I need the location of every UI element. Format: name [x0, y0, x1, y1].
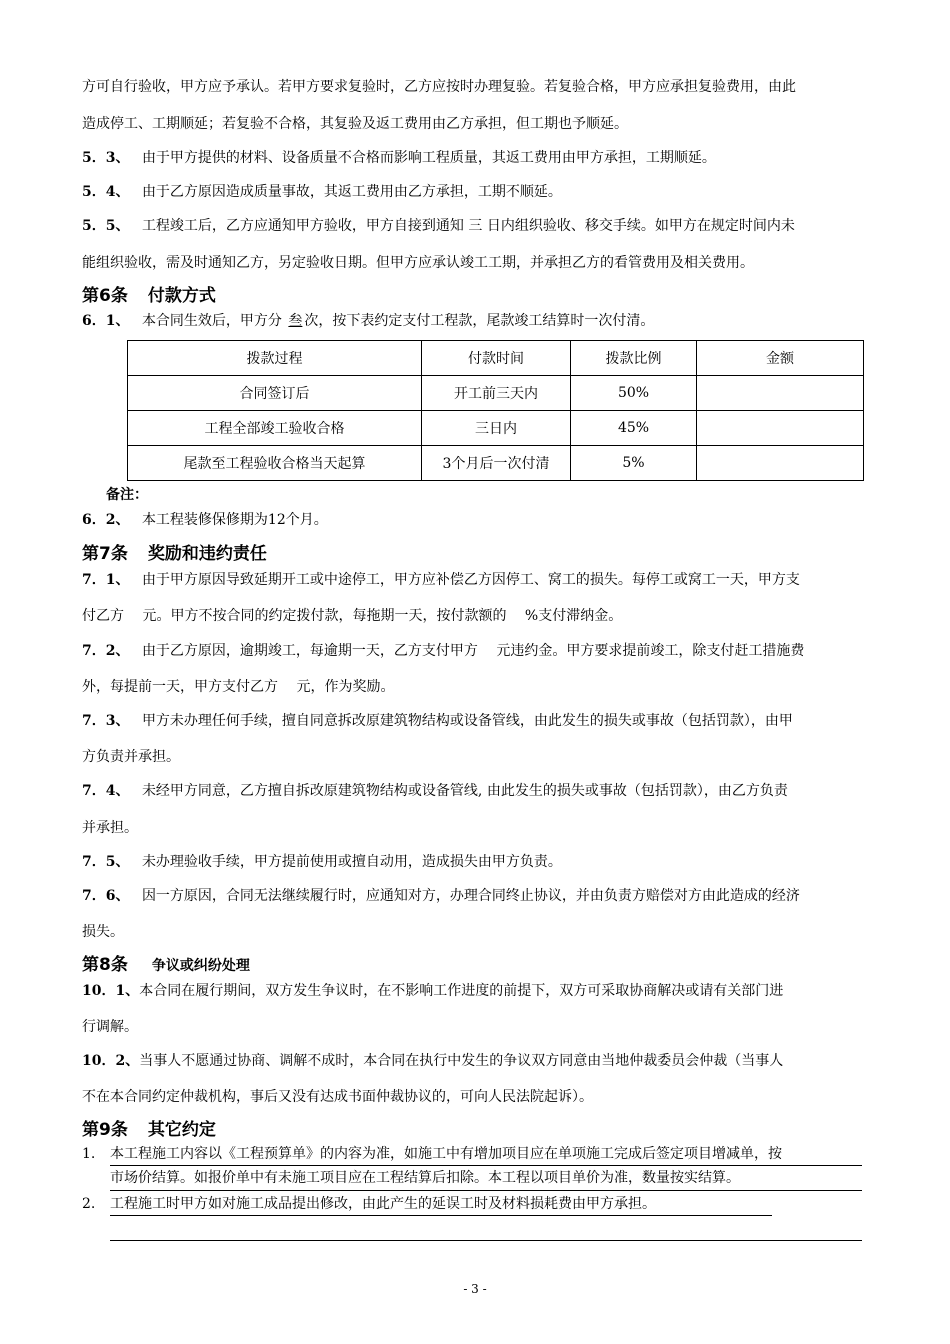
- article-6-heading: [82, 285, 216, 307]
- table-cell: 开工前三天内: [422, 376, 571, 411]
- table-cell: 合同签订后: [128, 376, 422, 411]
- table-cell: 45%: [571, 411, 697, 446]
- clause-7-3: [82, 711, 872, 731]
- paragraph-line: 方负责并承担。: [82, 749, 180, 765]
- clause-7-6: [82, 886, 872, 906]
- list-item: [82, 1194, 656, 1214]
- clause-number: 5．5、: [82, 218, 130, 234]
- underline: [110, 1190, 862, 1191]
- item-text: 工程施工时甲方如对施工成品提出修改，由此产生的延误工时及材料损耗费由甲方承担。: [110, 1196, 656, 1212]
- table-header: 拨款比例: [571, 341, 697, 376]
- paragraph-line: 并承担。: [82, 820, 138, 836]
- table-cell: [697, 411, 864, 446]
- clause-text: 因一方原因，合同无法继续履行时，应通知对方，办理合同终止协议，并由负责方赔偿对方由此造成的经济: [141, 888, 800, 904]
- payment-table: [127, 340, 864, 481]
- clause-number: 7．1、: [82, 572, 130, 588]
- clause-text: 由于甲方提供的材料、设备质量不合格而影响工程质量，其返工费用由甲方承担，工期顺延。: [141, 150, 716, 166]
- clause-number: 10．1、: [82, 983, 140, 999]
- clause-text: 本合同在履行期间，双方发生争议时，在不影响工作进度的前提下，双方可采取协商解决或请有关部门进: [139, 983, 784, 999]
- clause-7-5: [82, 852, 872, 872]
- clause-number: 7．6、: [82, 888, 130, 904]
- item-number: 1.: [82, 1146, 96, 1162]
- paragraph-line: 外，每提前一天，甲方支付乙方 元，作为奖励。: [82, 679, 395, 695]
- clause-text: 本工程装修保修期为12个月。: [141, 512, 328, 528]
- table-header-row: [128, 341, 864, 376]
- item-number: 2.: [82, 1196, 96, 1212]
- table-cell: 50%: [571, 376, 697, 411]
- underline: [110, 1215, 772, 1216]
- clause-6-2: [82, 510, 872, 530]
- clause-10-1: [82, 981, 872, 1001]
- article-number: 第9条: [82, 1120, 128, 1140]
- paragraph-line: 造成停工、工期顺延；若复验不合格，其复验及返工费用由乙方承担，但工期也予顺延。: [82, 116, 628, 132]
- paragraph-line: 行调解。: [82, 1019, 138, 1035]
- list-item: [82, 1144, 782, 1164]
- article-number: 第8条: [82, 955, 128, 975]
- clause-text: 由于甲方原因导致延期开工或中途停工，甲方应补偿乙方因停工、窝工的损失。每停工或窝工一天，甲方支: [141, 572, 800, 588]
- article-7-heading: [82, 543, 267, 565]
- table-cell: 工程全部竣工验收合格: [128, 411, 422, 446]
- clause-6-1: [82, 311, 872, 331]
- table-cell: 三日内: [422, 411, 571, 446]
- paragraph-line: 损失。: [82, 924, 124, 940]
- clause-10-2: [82, 1051, 872, 1071]
- clause-number: 6．1、: [82, 313, 130, 329]
- table-cell: 尾款至工程验收合格当天起算: [128, 446, 422, 481]
- underline: [110, 1240, 862, 1241]
- paragraph-line: 能组织验收，需及时通知乙方，另定验收日期。但甲方应承认竣工工期，并承担乙方的看管费用及相关费用。: [82, 255, 754, 271]
- table-cell: 3个月后一次付清: [422, 446, 571, 481]
- clause-text: 本合同生效后，甲方分: [141, 313, 282, 329]
- clause-number: 7．4、: [82, 783, 130, 799]
- clause-text: 甲方未办理任何手续，擅自同意拆改原建筑物结构或设备管线，由此发生的损失或事故（包括罚款），由甲: [141, 713, 793, 729]
- page-number: - 3 -: [463, 1282, 487, 1296]
- article-title: 争议或纠纷处理: [151, 958, 250, 974]
- table-row: [128, 376, 864, 411]
- underline: [110, 1165, 862, 1166]
- item-text: 本工程施工内容以《工程预算单》的内容为准，如施工中有增加项目应在单项施工完成后签定项目增减单，按: [110, 1146, 782, 1162]
- clause-number: 5．4、: [82, 184, 130, 200]
- paragraph-line: 方可自行验收，甲方应予承认。若甲方要求复验时，乙方应按时办理复验。若复验合格，甲方应承担复验费用，由此: [82, 79, 796, 95]
- clause-number: 10．2、: [82, 1053, 140, 1069]
- clause-text: 由于乙方原因造成质量事故，其返工费用由乙方承担，工期不顺延。: [141, 184, 562, 200]
- table-header: 金额: [697, 341, 864, 376]
- clause-5-3: [82, 148, 872, 168]
- note-label: 备注：: [106, 487, 148, 503]
- article-number: 第7条: [82, 544, 128, 564]
- article-title: 其它约定: [147, 1120, 216, 1140]
- clause-text: 未办理验收手续，甲方提前使用或擅自动用，造成损失由甲方负责。: [141, 854, 562, 870]
- clause-text: 当事人不愿通过协商、调解不成时，本合同在执行中发生的争议双方同意由当地仲裁委员会仲裁（当事人: [139, 1053, 784, 1069]
- clause-number: 6．2、: [82, 512, 130, 528]
- clause-text: 次，按下表约定支付工程款，尾款竣工结算时一次付清。: [304, 313, 655, 329]
- table-header: 付款时间: [422, 341, 571, 376]
- clause-5-4: [82, 182, 872, 202]
- article-9-heading: [82, 1119, 216, 1141]
- installment-count: 叁: [288, 313, 303, 329]
- list-item-continued: 市场价结算。如报价单中有未施工项目应在工程结算后扣除。本工程以项目单价为准，数量按实结算。: [110, 1170, 740, 1186]
- paragraph-line: 不在本合同约定仲裁机构，事后又没有达成书面仲裁协议的，可向人民法院起诉）。: [82, 1089, 593, 1105]
- clause-number: 7．3、: [82, 713, 130, 729]
- clause-5-5: [82, 216, 872, 236]
- paragraph-line: 付乙方 元。甲方不按合同的约定拨付款，每拖期一天，按付款额的 %支付滞纳金。: [82, 608, 623, 624]
- clause-number: 5．3、: [82, 150, 130, 166]
- clause-number: 7．2、: [82, 643, 130, 659]
- article-title: 付款方式: [147, 286, 216, 306]
- table-cell: [697, 376, 864, 411]
- clause-text: 由于乙方原因，逾期竣工，每逾期一天，乙方支付甲方 元违约金。甲方要求提前竣工，除支付赶工措施费: [141, 643, 805, 659]
- table-row: [128, 411, 864, 446]
- table-row: [128, 446, 864, 481]
- clause-text: 未经甲方同意，乙方擅自拆改原建筑物结构或设备管线, 由此发生的损失或事故（包括罚款），由乙方负责: [141, 783, 788, 799]
- clause-7-4: [82, 781, 872, 801]
- article-8-heading: [82, 954, 250, 977]
- clause-number: 7．5、: [82, 854, 130, 870]
- table-header: 拨款过程: [128, 341, 422, 376]
- table-cell: [697, 446, 864, 481]
- table-cell: 5%: [571, 446, 697, 481]
- clause-text: 工程竣工后，乙方应通知甲方验收，甲方自接到通知 三 日内组织验收、移交手续。如甲方在规定时间内未: [141, 218, 795, 234]
- article-title: 奖励和违约责任: [147, 544, 267, 564]
- article-number: 第6条: [82, 286, 128, 306]
- clause-7-2: [82, 641, 872, 661]
- clause-7-1: [82, 570, 872, 590]
